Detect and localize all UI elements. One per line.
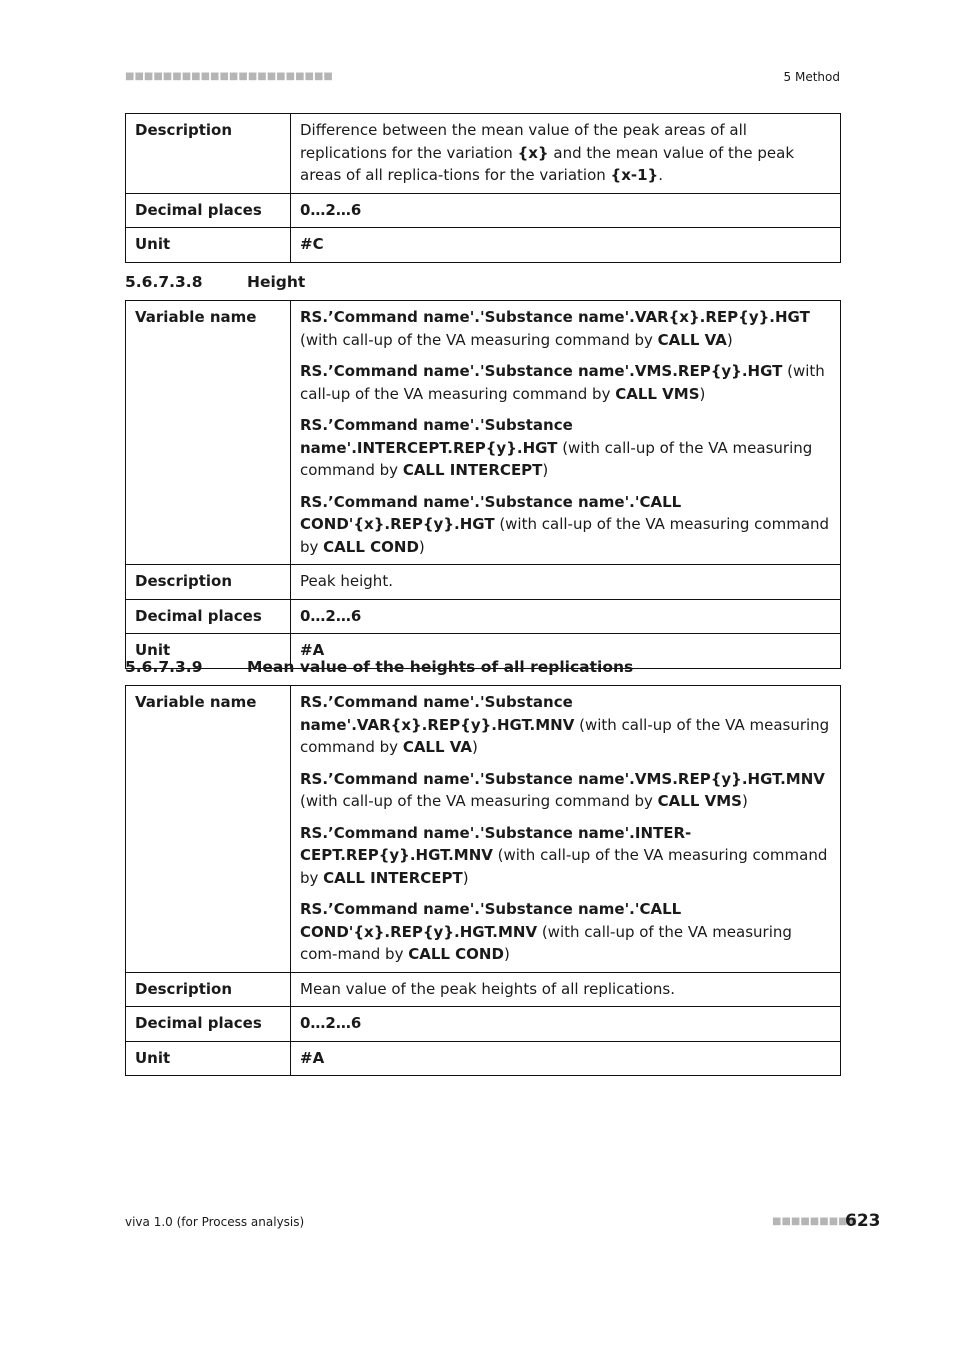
- row-label: Variable name: [126, 301, 291, 565]
- text-run: .: [658, 166, 664, 184]
- text-run: (with call-up of the VA measuring command by: [300, 846, 828, 887]
- variable-name: RS.’Command name'.'Substance name'.VAR{x}.REP{y}.HGT: [300, 308, 810, 326]
- variable-name: RS.’Command name'.'Substance name'.'CALL COND'{x}.REP{y}.HGT: [300, 492, 682, 533]
- table-area-difference: [125, 113, 841, 263]
- row-label: Description: [126, 565, 291, 600]
- text-run: and the mean value of the peak areas of all replica-tions for the variation: [300, 143, 795, 184]
- description-value: Peak height.: [291, 565, 841, 600]
- section-heading: [125, 658, 633, 676]
- table-row: [126, 1041, 841, 1076]
- command-name: CALL VMS: [615, 384, 700, 403]
- table-row: [126, 114, 841, 194]
- command-name: CALL VMS: [657, 792, 742, 810]
- table-row: [126, 686, 841, 973]
- command-name: CALL VA: [657, 330, 727, 349]
- variable-name: RS.’Command name'.'Substance name'.INTER-CEPT.REP{y}.HGT.MNV: [300, 823, 692, 864]
- row-label: Decimal places: [126, 599, 291, 634]
- variable-list: [291, 301, 841, 565]
- command-name: CALL COND: [408, 945, 504, 963]
- variable-entry: [300, 306, 831, 351]
- row-label: Description: [126, 114, 291, 194]
- decimal-value: 0…2…6: [291, 193, 841, 228]
- variable-name: RS.’Command name'.'Substance name'.INTERCEPT.REP{y}.HGT: [300, 416, 573, 457]
- description-value: [291, 114, 841, 194]
- unit-value: #A: [291, 634, 841, 669]
- variable-name: RS.’Command name'.'Substance name'.VMS.REP{y}.HGT.MNV: [300, 769, 825, 788]
- unit-value: #C: [291, 228, 841, 263]
- variable-entry: [300, 360, 831, 405]
- variable-entry: [300, 491, 831, 559]
- variable-entry: [300, 768, 831, 813]
- variable-entry: [300, 691, 831, 759]
- variable-entry: [300, 414, 831, 482]
- row-label: Unit: [126, 634, 291, 669]
- table-height: [125, 300, 841, 669]
- text-run: ): [699, 384, 706, 403]
- table-row: [126, 228, 841, 263]
- variable-name: RS.’Command name'.'Substance name'.VMS.REP{y}.HGT: [300, 362, 783, 380]
- decimal-value: 0…2…6: [291, 1007, 841, 1042]
- section-number: 5.6.7.3.9: [125, 658, 203, 676]
- table-row: [126, 599, 841, 634]
- section-heading: [125, 273, 305, 291]
- row-label: Description: [126, 972, 291, 1007]
- row-label: Variable name: [126, 686, 291, 973]
- table-row: [126, 1007, 841, 1042]
- text-run: ): [462, 868, 469, 887]
- text-run: ): [726, 330, 733, 349]
- variable-x: {x}: [517, 143, 549, 162]
- variable-list: [291, 686, 841, 973]
- decimal-value: 0…2…6: [291, 599, 841, 634]
- table-row: [126, 565, 841, 600]
- footer-decoration: ■■■■■■■■■: [772, 1216, 858, 1227]
- text-run: ): [741, 792, 748, 810]
- table-height-mean: [125, 685, 841, 1076]
- text-run: (with call-up of the VA measuring command by: [300, 362, 825, 403]
- command-name: CALL INTERCEPT: [402, 461, 543, 479]
- command-name: CALL VA: [402, 738, 472, 756]
- variable-entry: [300, 898, 831, 966]
- table-row: [126, 972, 841, 1007]
- row-label: Decimal places: [126, 193, 291, 228]
- text-run: ): [418, 537, 425, 556]
- text-run: (with call-up of the VA measuring command by: [300, 515, 830, 556]
- text-run: (with call-up of the VA measuring command by: [300, 792, 658, 810]
- section-title: Height: [247, 273, 306, 291]
- header-decoration: ■■■■■■■■■■■■■■■■■■■■■■: [125, 71, 333, 82]
- text-run: (with call-up of the VA measuring command by: [300, 715, 830, 756]
- page-number: 623: [845, 1211, 881, 1231]
- row-label: Unit: [126, 228, 291, 263]
- text-run: ): [503, 945, 510, 963]
- text-run: (with call-up of the VA measuring com-mand by: [300, 922, 792, 963]
- row-label: Unit: [126, 1041, 291, 1076]
- text-run: Difference between the mean value of the peak areas of all replications for the variation: [300, 121, 747, 162]
- text-run: (with call-up of the VA measuring command by: [300, 330, 658, 349]
- table-row: [126, 193, 841, 228]
- text-run: (with call-up of the VA measuring command by: [300, 438, 813, 479]
- footer-product: viva 1.0 (for Process analysis): [125, 1215, 305, 1229]
- unit-value: #A: [291, 1041, 841, 1076]
- section-title: Mean value of the heights of all replications: [247, 658, 634, 676]
- variable-name: RS.’Command name'.'Substance name'.VAR{x}.REP{y}.HGT.MNV: [300, 693, 575, 734]
- command-name: CALL INTERCEPT: [323, 868, 463, 887]
- description-value: Mean value of the peak heights of all replications.: [291, 972, 841, 1007]
- row-label: Decimal places: [126, 1007, 291, 1042]
- variable-name: RS.’Command name'.'Substance name'.'CALL COND'{x}.REP{y}.HGT.MNV: [300, 900, 682, 941]
- command-name: CALL COND: [323, 537, 419, 556]
- chapter-title: 5 Method: [783, 70, 840, 84]
- text-run: ): [471, 738, 478, 756]
- text-run: ): [542, 461, 549, 479]
- variable-x-minus-1: {x-1}: [610, 166, 659, 184]
- variable-entry: [300, 822, 831, 890]
- table-row: [126, 301, 841, 565]
- section-number: 5.6.7.3.8: [125, 273, 203, 291]
